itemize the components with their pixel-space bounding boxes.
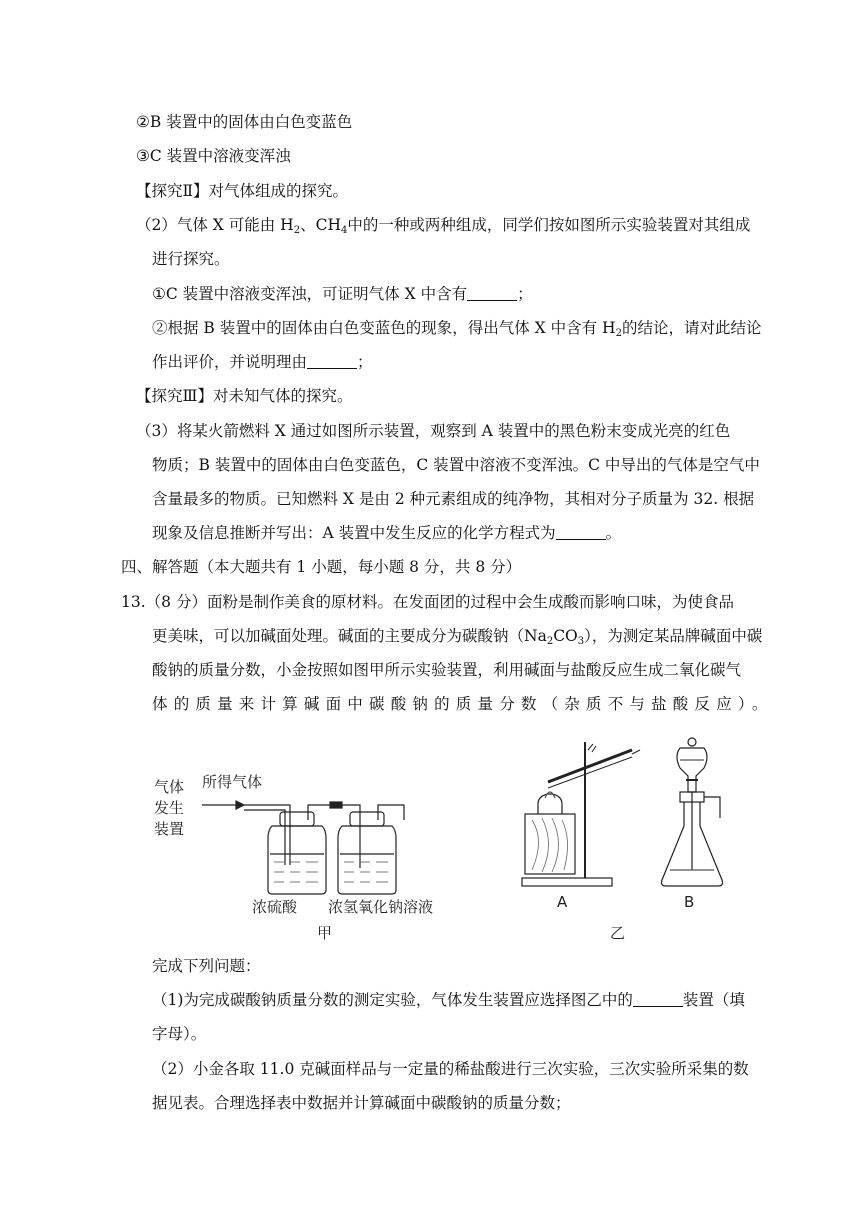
text-line: 含量最多的物质。已知燃料 X 是由 2 种元素组成的纯净物，其相对分子质量为 32. 根据: [152, 490, 755, 508]
apparatus-b: [610, 738, 723, 942]
gas-washing-bottle: [268, 826, 326, 894]
answer-blank[interactable]: [556, 524, 606, 540]
separatory-funnel: [677, 748, 707, 792]
gas-source-label: 气体: [154, 778, 185, 796]
funnel-stopper: [688, 738, 696, 746]
gas-source-label: 发生: [154, 799, 185, 817]
text-line: 酸钠的质量分数，小金按照如图甲所示实验装置，利用碱面与盐酸反应生成二氧化碳气: [152, 661, 742, 679]
obtained-gas-label: 所得气体: [202, 773, 263, 791]
text-line: 据见表。合理选择表中数据并计算碱面中碳酸钠的质量分数；: [152, 1094, 571, 1112]
arrow-head: [236, 801, 244, 809]
section-heading-explore-2: 【探究Ⅱ】对气体组成的探究。: [136, 182, 349, 200]
text-line: 完成下列问题：: [152, 957, 261, 975]
question-2-2: ②根据 B 装置中的固体由白色变蓝色的现象，得出气体 X 中含有 $H_2$的结论，请对此结论: [152, 319, 762, 339]
caption-jia: 甲: [317, 924, 333, 942]
gas-washing-bottle: [338, 826, 396, 894]
text-line: 现象及信息推断并写出：A 装置中发生反应的化学方程式为 。: [152, 524, 622, 542]
caption-yi: 乙: [610, 924, 626, 942]
bottle1-label: 浓硫酸: [252, 898, 298, 916]
text-line: ②B 装置中的固体由白色变蓝色: [136, 113, 353, 131]
text-line: 字母）。: [152, 1025, 207, 1043]
bottle2-label: 浓氢氧化钠溶液: [328, 898, 434, 916]
question-13-line: 13.（8 分）面粉是制作美食的原材料。在发面团的过程中会生成酸而影响口味，为使食品: [121, 593, 734, 611]
question-2-line: （2）气体 X 可能由 $H_2$、$CH_4$中的一种或两种组成，同学们按如图所示实验装置对其组成: [136, 216, 751, 236]
text-line: 进行探究。: [152, 250, 230, 268]
section-heading-explore-3: 【探究Ⅲ】对未知气体的探究。: [136, 387, 353, 405]
test-tube: [548, 750, 632, 782]
apparatus-a: [522, 742, 640, 911]
text-line: 体的质量来计算碱面中碳酸钠的质量分数（杂质不与盐酸反应）。: [152, 695, 774, 713]
question-13-2: （2）小金各取 11.0 克碱面样品与一定量的稀盐酸进行三次实验，三次实验所采集的数: [152, 1060, 749, 1078]
answer-blank[interactable]: [467, 285, 517, 301]
iron-stand-base: [522, 878, 612, 886]
label-a: A: [557, 893, 568, 911]
text-line: 作出评价，并说明理由 ；: [152, 353, 373, 371]
answer-blank[interactable]: [633, 991, 683, 1007]
section-heading-part-4: 四、解答题（本大题共有 1 小题，每小题 8 分，共 8 分）: [121, 558, 522, 576]
question-3-line: （3）将某火箭燃料 X 通过如图所示装置，观察到 A 装置中的黑色粉末变成光亮的红色: [136, 422, 731, 440]
question-13-1: （1)为完成碳酸钠质量分数的测定实验，气体发生装置应选择图乙中的 装置（填: [152, 991, 745, 1009]
figure-jia: [154, 773, 433, 942]
rubber-connector: [330, 802, 342, 808]
gas-source-label: 装置: [154, 820, 185, 838]
text-line: 更美味，可以加碱面处理。碱面的主要成分为碳酸钠$(Na_2CO_3)$，为测定某品牌碱面中碳: [152, 627, 763, 647]
answer-blank[interactable]: [307, 353, 357, 369]
question-2-1: ①C 装置中溶液变浑浊，可证明气体 X 中含有 ；: [152, 285, 533, 303]
label-b: B: [684, 893, 695, 911]
bottle-stopper: [350, 812, 384, 826]
apparatus-figure: [140, 730, 760, 945]
alcohol-lamp-top: [538, 794, 562, 814]
text-line: 物质；B 装置中的固体由白色变蓝色，C 装置中溶液不变浑浊。C 中导出的气体是空气中: [152, 456, 760, 474]
text-line: ③C 装置中溶液变浑浊: [136, 147, 291, 165]
